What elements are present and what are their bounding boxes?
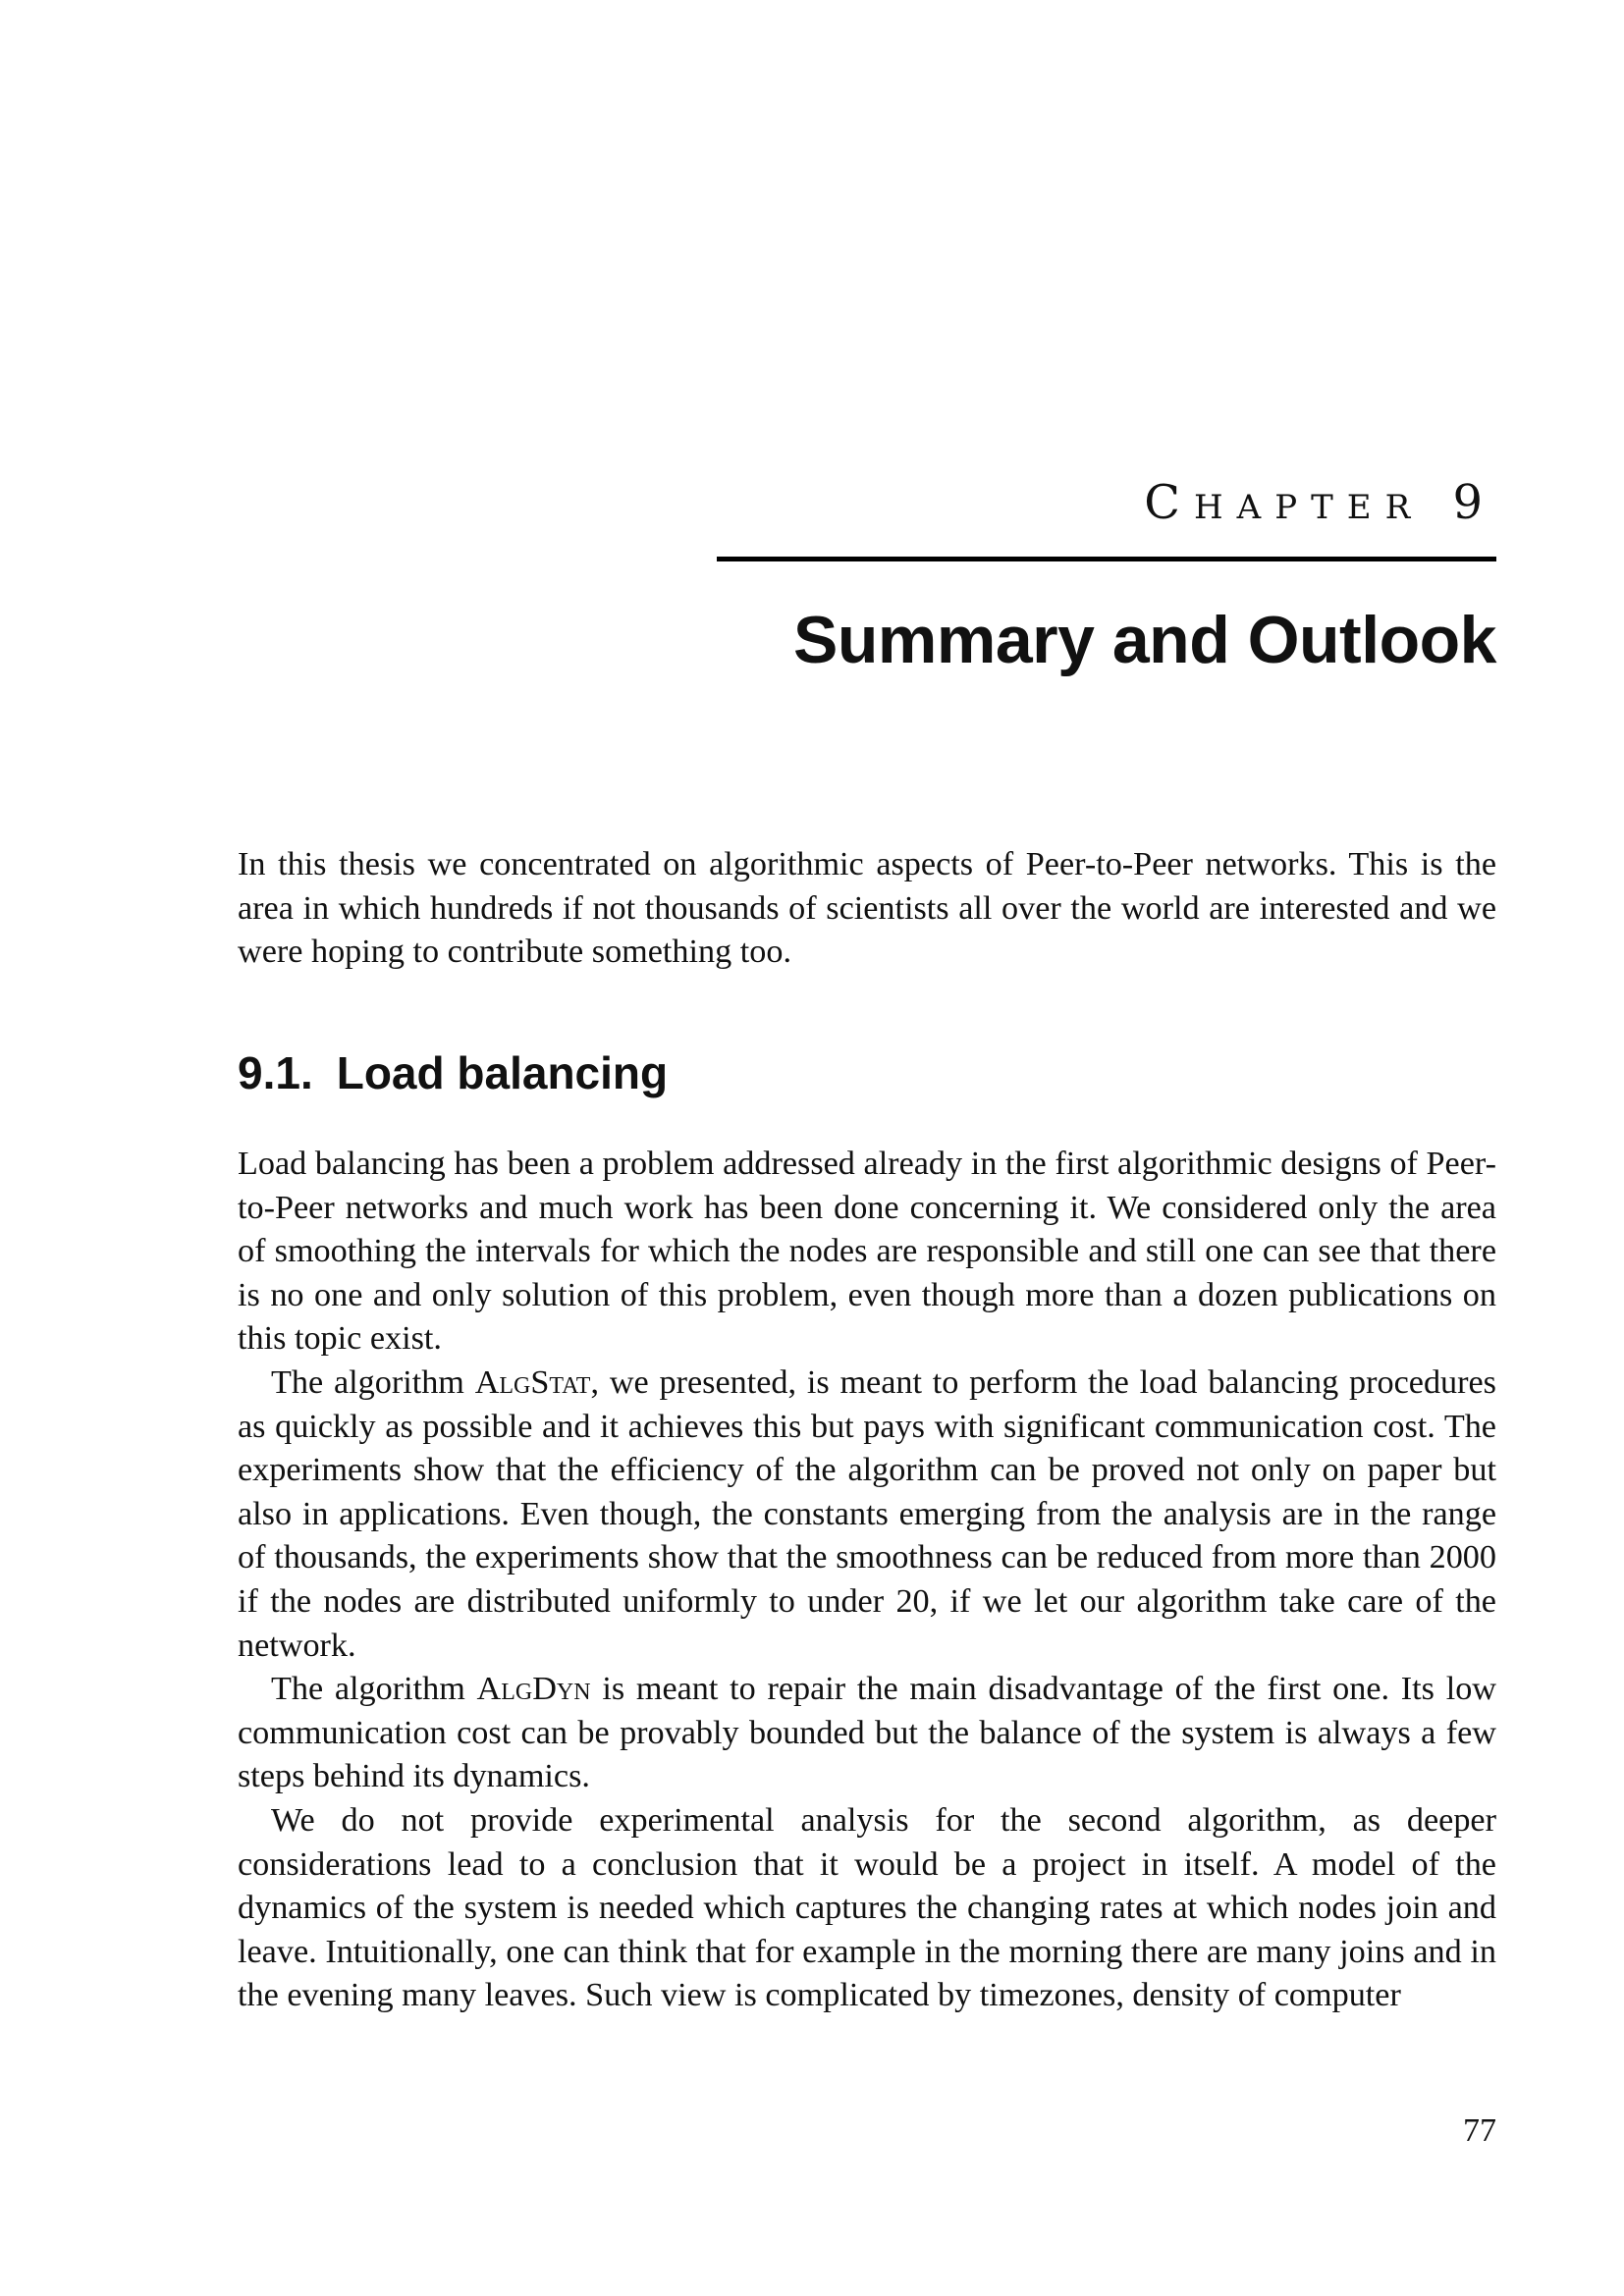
chapter-title: Summary and Outlook: [793, 603, 1496, 677]
paragraph-4: We do not provide experimental analysis for the second algorithm, as deeper considerations lead to a conclusion that it would be a project in itself. A model of the dynamics of the system is needed which captures the changing rates at which nodes join and leave. Intuitionally, one can think that for example in the morning there are many joins and in the evening many leaves. Such view is complicated by timezones, density of computer: [238, 1801, 1496, 2014]
paragraph-2-start: The algorithm: [271, 1363, 475, 1401]
algorithm-name-algdyn: AlgDyn: [476, 1671, 591, 1708]
paragraph-3-start: The algorithm: [271, 1671, 477, 1708]
page-number: 77: [1463, 2112, 1496, 2149]
chapter-label: Chapter 9: [1144, 475, 1496, 530]
paragraph-2: [238, 1362, 1496, 1668]
paragraph-2-rest: , we presented, is meant to perform the load balancing procedures as quickly as possible and it achieves this but pays with significant communication cost. The experiments show that the efficiency of the algorithm can be proved not only on paper but also in applications. Even though, the constants emerging from the analysis are in the range of thousands, the experiments show that the smoothness can be reduced from more than 2000 if the nodes are distributed uniformly to under 20, if we let our algorithm take care of the network.: [238, 1363, 1496, 1664]
section-title: Load balancing: [336, 1047, 669, 1098]
section-heading: [238, 1047, 669, 1098]
chapter-rule: [717, 557, 1496, 561]
section-number: 9.1.: [238, 1047, 313, 1098]
paragraph-3: [238, 1668, 1496, 1799]
algorithm-name-algstat: AlgStat: [474, 1363, 591, 1401]
section-body: [238, 1143, 1496, 2018]
paragraph-3-rest: is meant to repair the main disadvantage of the first one. Its low communication cost can be provably bounded but the balance of the system is always a few steps behind its dynamics.: [238, 1671, 1496, 1795]
intro-paragraph: In this thesis we concentrated on algorithmic aspects of Peer-to-Peer networks. This is the area in which hundreds if not thousands of scientists all over the world are interested and we were hoping to contribute something too.: [238, 846, 1496, 971]
paragraph-1: Load balancing has been a problem addressed already in the first algorithmic designs of Peer-to-Peer networks and much work has been done concerning it. We considered only the area of smoothing the intervals for which the nodes are responsible and still one can see that there is no one and only solution of this problem, even though more than a dozen publications on this topic exist.: [238, 1146, 1496, 1358]
